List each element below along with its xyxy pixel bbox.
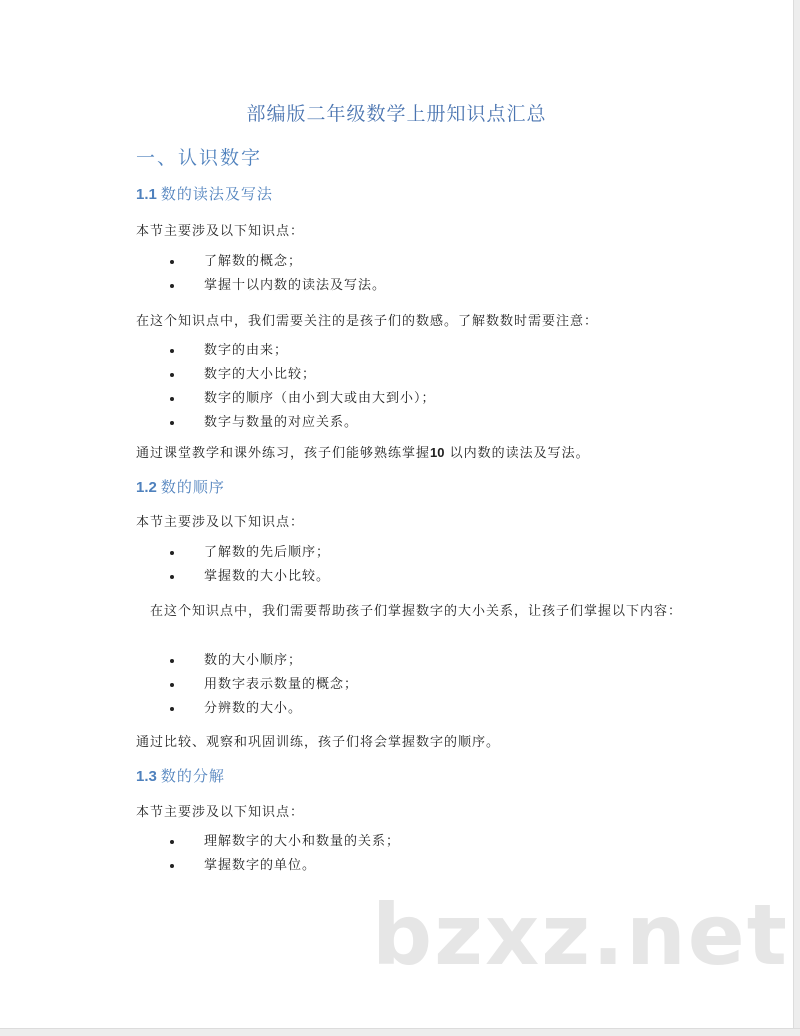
list-item: 数字的顺序（由小到大或由大到小）； <box>168 387 436 411</box>
list-item: 数的大小顺序； <box>168 649 358 673</box>
knowledge-point-list <box>168 830 400 878</box>
summary-text-end: 以内数的读法及写法。 <box>449 446 590 461</box>
section-intro: 本节主要涉及以下知识点： <box>136 805 305 820</box>
section-intro: 本节主要涉及以下知识点： <box>136 515 305 530</box>
list-item: 掌握数的大小比较。 <box>168 565 330 589</box>
section-heading-1-2 <box>136 476 225 497</box>
summary-paragraph: 通过比较、观察和巩固训练，孩子们将会掌握数字的顺序。 <box>136 735 501 750</box>
body-paragraph: 在这个知识点中，我们需要帮助孩子们掌握数字的大小关系，让孩子们掌握以下内容： <box>150 604 683 619</box>
summary-paragraph <box>136 441 696 465</box>
summary-number: 10 <box>430 445 445 460</box>
list-item: 理解数字的大小和数量的关系； <box>168 830 400 854</box>
note-list <box>168 649 358 721</box>
page-edge-right <box>793 0 800 1036</box>
section-heading-1-1 <box>136 183 273 204</box>
body-paragraph: 在这个知识点中，我们需要关注的是孩子们的数感。了解数数时需要注意： <box>136 314 599 329</box>
chapter-heading: 一、认识数字 <box>136 147 263 169</box>
list-item: 用数字表示数量的概念； <box>168 673 358 697</box>
list-item: 数字的由来； <box>168 339 436 363</box>
summary-text: 通过课堂教学和课外练习，孩子们能够熟练掌握 <box>136 446 431 461</box>
list-item: 数字的大小比较； <box>168 363 436 387</box>
document-title: 部编版二年级数学上册知识点汇总 <box>246 103 547 125</box>
section-number: 1.3 <box>136 768 157 785</box>
knowledge-point-list <box>168 250 386 298</box>
list-item: 掌握数字的单位。 <box>168 854 400 878</box>
list-item: 分辨数的大小。 <box>168 697 358 721</box>
list-item: 掌握十以内数的读法及写法。 <box>168 274 386 298</box>
section-title: 数的分解 <box>160 767 225 785</box>
section-intro: 本节主要涉及以下知识点： <box>136 224 305 239</box>
section-title: 数的读法及写法 <box>160 185 273 203</box>
list-item: 了解数的概念； <box>168 250 386 274</box>
list-item: 了解数的先后顺序； <box>168 541 330 565</box>
note-list <box>168 339 436 435</box>
section-number: 1.2 <box>136 479 157 496</box>
list-item: 数字与数量的对应关系。 <box>168 411 436 435</box>
section-number: 1.1 <box>136 186 157 203</box>
knowledge-point-list <box>168 541 330 589</box>
watermark: bzxz.net <box>372 886 789 984</box>
section-heading-1-3 <box>136 765 225 786</box>
page-edge-bottom <box>0 1028 800 1036</box>
section-title: 数的顺序 <box>160 478 225 496</box>
